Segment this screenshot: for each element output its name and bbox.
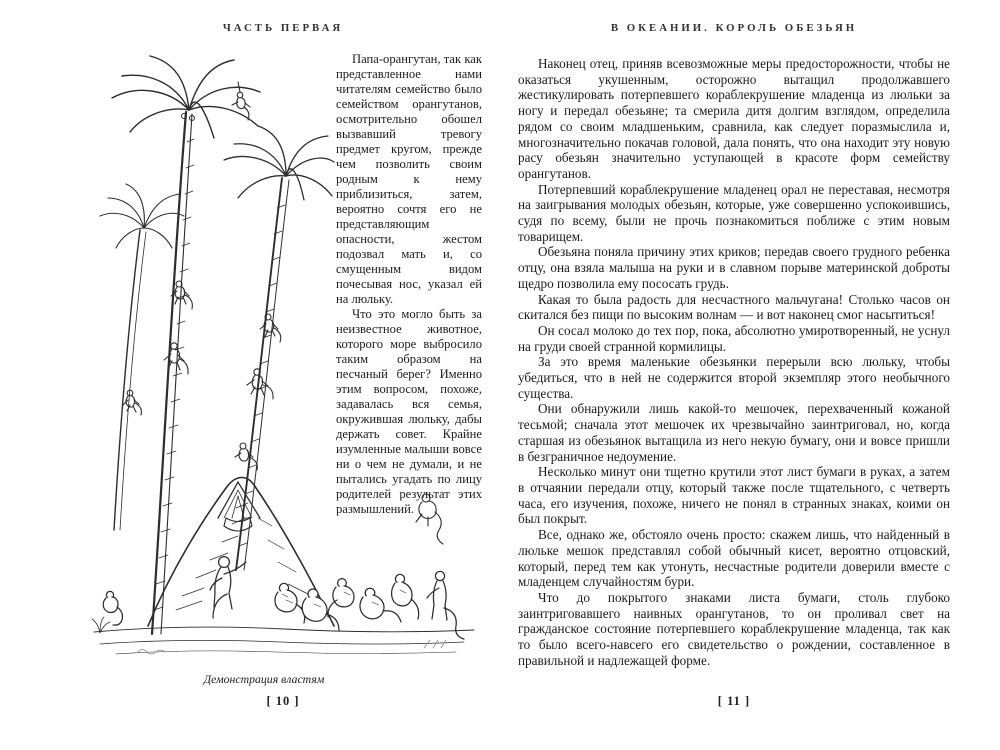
right-running-head: В ОКЕАНИИ. КОРОЛЬ ОБЕЗЬЯН [610,22,858,34]
right-page [518,0,950,750]
right-page-number: [ 11 ] [717,694,751,708]
body-paragraph: Он сосал молоко до тех пор, пока, абсолютно умиротворенный, не уснул на груди своей странной кормилицы. [518,322,950,354]
body-paragraph: Что до покрытого знаками листа бумаги, столь глубоко заинтриговавшего наивных орангутанов, то он проливал свет на гражданское состояние потерпевшего кораблекрушение младенца, так как то было всего-навсего его свидетельство о рождении, составленное в правильной и надлежащей форме. [518,589,950,668]
left-running-head: ЧАСТЬ ПЕРВАЯ [222,22,344,34]
left-page [84,0,482,750]
body-paragraph: Все, однако же, обстояло очень просто: скажем лишь, что найденный в люльке мешок представлял собой обычный кисет, вероятно отцовский, который, перед тем как утонуть, несчастные родители доверили вместе с младенцем случайностям бури. [518,527,950,590]
body-paragraph: Обезьяна поняла причину этих криков; передав своего грудного ребенка отцу, она взяла малыша на руки и в славном порыве материнской доброты щедро позволила ему пососать грудь. [518,244,950,291]
body-paragraph: Потерпевший кораблекрушение младенец орал не переставая, несмотря на заигрывания молодых обезьян, которые, уже совершенно успокоившись, судя по всему, были не прочь познакомиться поближе с этим новым товарищем. [518,181,950,244]
body-paragraph: За это время маленькие обезьянки перерыли всю люльку, чтобы убедиться, что в ней не содержится второй экземпляр этого необычного существа. [518,354,950,401]
left-page-number: [ 10 ] [266,694,300,708]
body-paragraph: Наконец отец, приняв всевозможные меры предосторожности, чтобы не оказаться укушенным, осторожно вытащил продолжавшего жестикулировать потерпевшего кораблекрушение младенца из люльки за ногу и передал обезьяне; та смерила дитя долгим взглядом, определила рядом со своим младшеньким, сравнила, как следует поразмыслила и, многозначительно покачав головой, дала понять, что она находит эту новую расу обезьян значительно уступающей в красоте форм семейству орангутанов. [518,56,950,181]
right-text-column [518,56,950,668]
body-paragraph: Они обнаружили лишь какой-то мешочек, перехваченный кожаной тесьмой; сначала этот мешочек их чрезвычайно заинтриговал, но, когда старшая из обезьянок вытащила из него некую бумагу, они и вовсе пришли в безграничное недоумение. [518,401,950,464]
body-paragraph: Папа-орангутан, так как представленное нами читателям семейство было семейством орангутанов, осмотрительно обошел вызвавший тревогу предмет кругом, прежде чем позволить своим родным к нему приблизиться, затем, вероятно сочтя его не представляющим опасности, жестом подозвал мать и, со смущенным видом почесывая нос, указал ей на люльку. [336,52,482,306]
body-paragraph: Какая то была радость для несчастного мальчугана! Столько часов он скитался без пищи по высоким волнам — и вот наконец смог насытиться! [518,291,950,323]
illustration-caption: Демонстрация властям [203,672,325,686]
left-text-column [336,52,482,517]
body-paragraph: Несколько минут они тщетно крутили этот лист бумаги в руках, а затем в отчаянии передали отцу, который также после тщательного, с четверть часа, его изучения, похоже, ничего не понял в странных знаках, коими он был покрыт. [518,464,950,527]
body-paragraph: Что это могло быть за неизвестное животное, которого море выбросило таким образом на песчаный берег? Именно этим вопросом, похоже, задавалась вся семья, окружившая люльку, дабы держать совет. Крайне изумленные малыши вовсе ни о чем не думали, и не пытались угадать по лицу родителей результат этих размышлений. [336,307,482,516]
